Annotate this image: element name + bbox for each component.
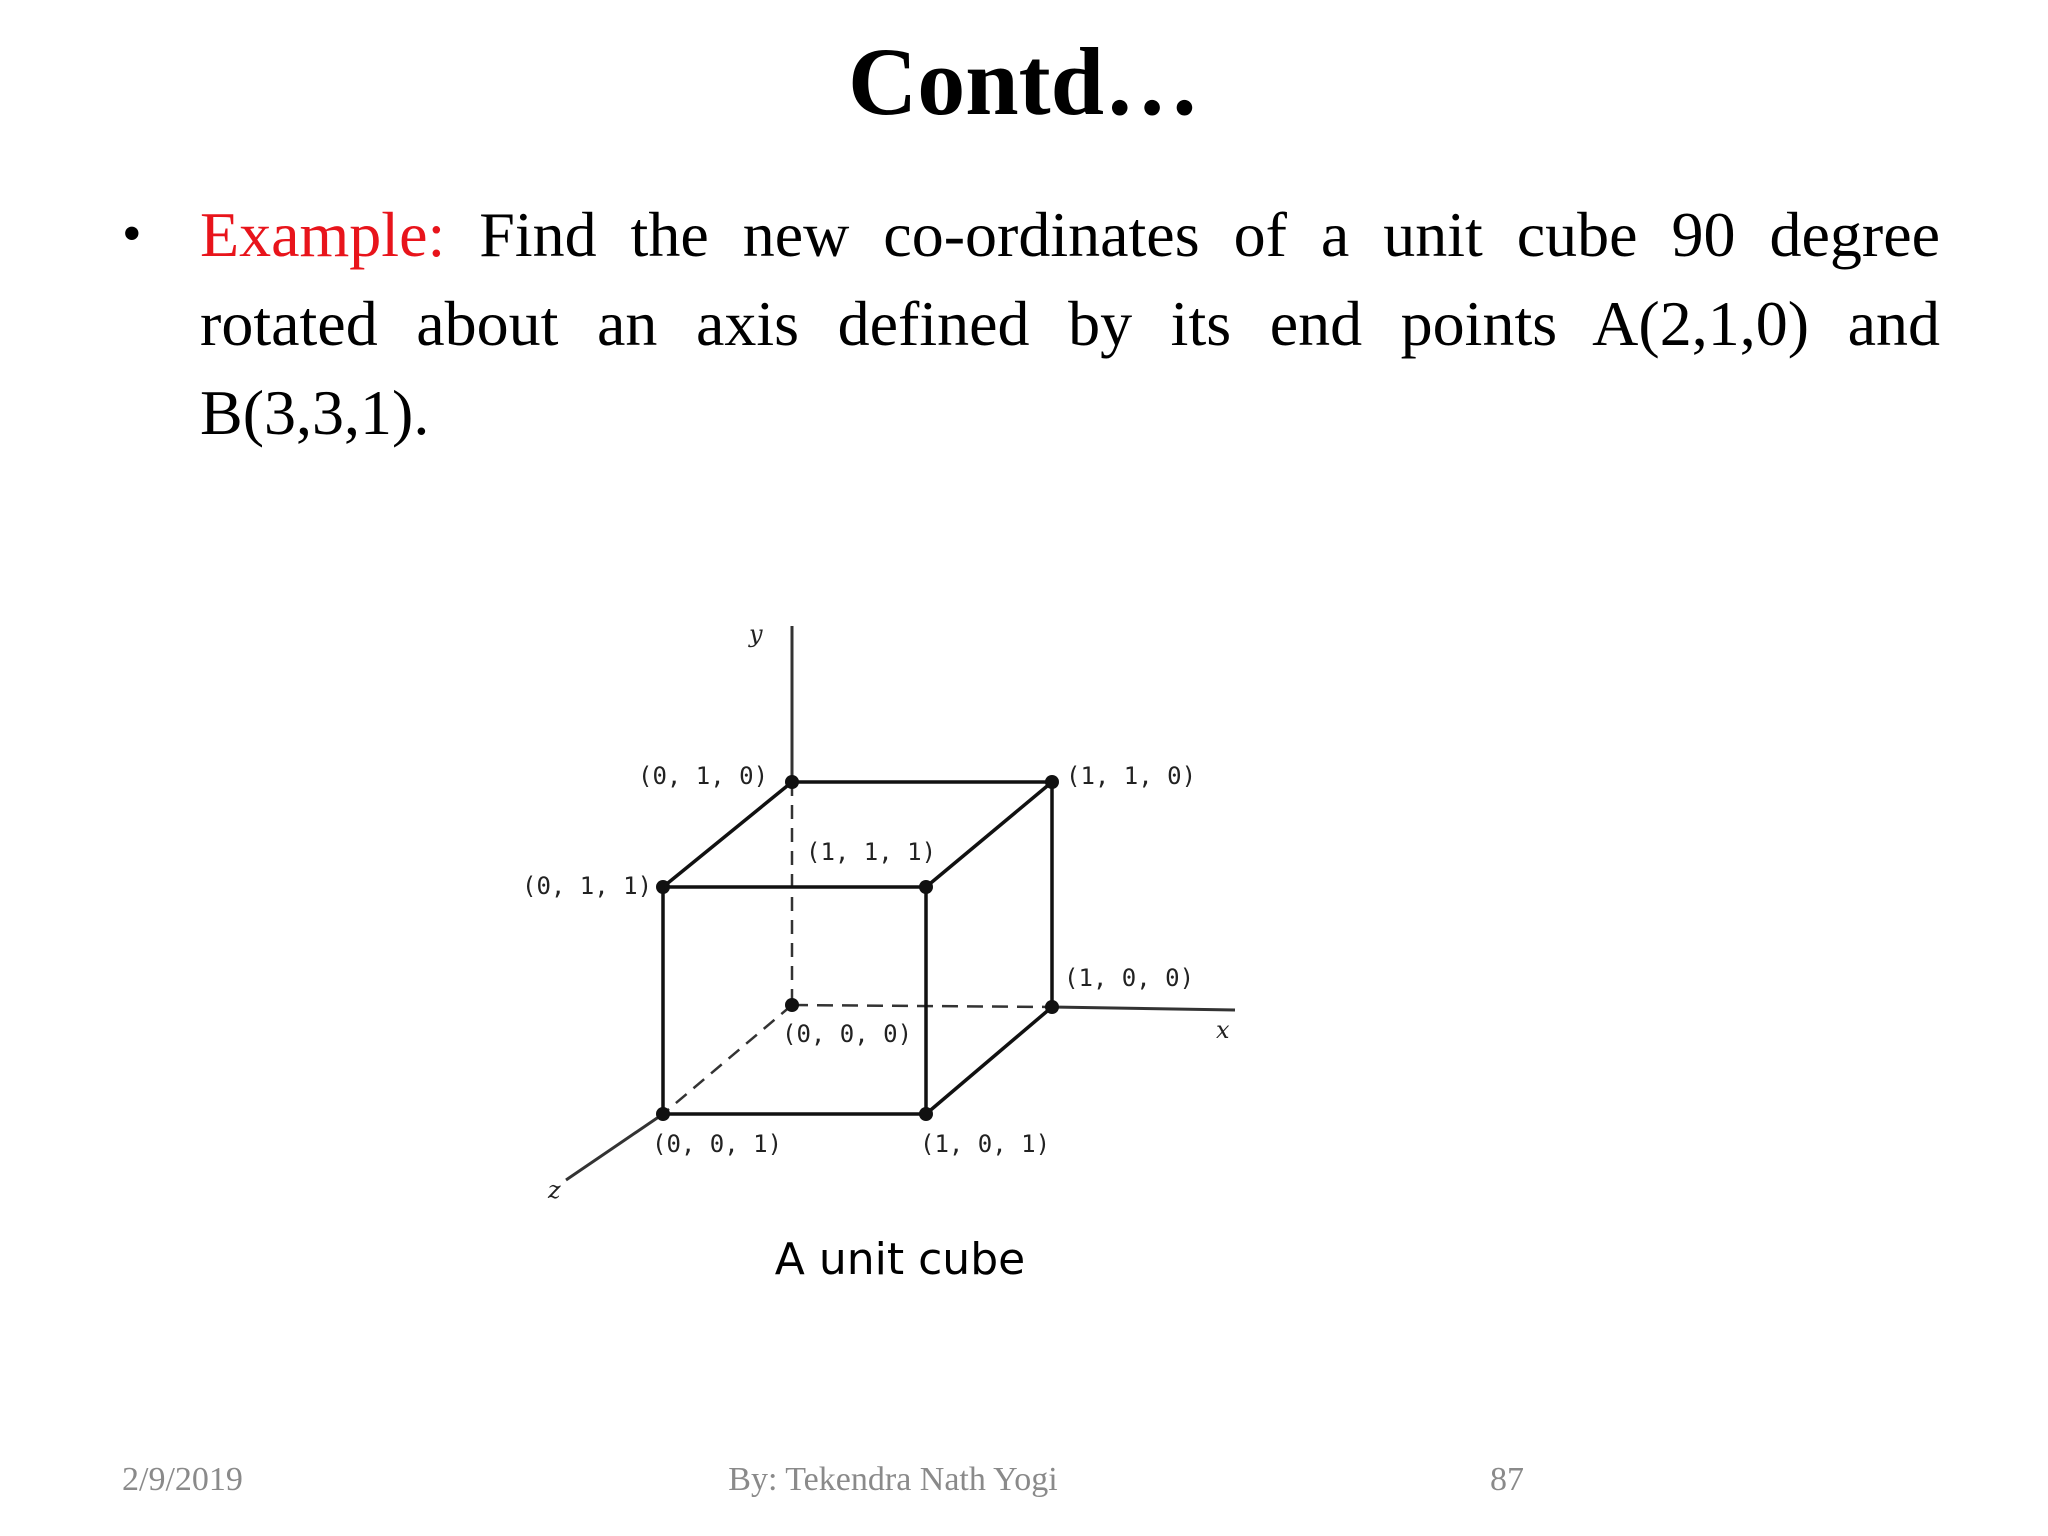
vertex-label-000: (0, 0, 0) — [782, 1020, 913, 1048]
example-label: Example: — [200, 199, 446, 270]
vertex-dot-100 — [1045, 1000, 1059, 1014]
slide-title: Contd… — [847, 28, 1201, 135]
vertex-label-010: (0, 1, 0) — [638, 762, 769, 790]
z-axis-label: z — [548, 1176, 561, 1204]
edge-top-right — [926, 782, 1052, 887]
vertex-dot-110 — [1045, 775, 1059, 789]
y-axis-label: y — [749, 620, 763, 648]
vertex-dot-000 — [785, 998, 799, 1012]
vertex-dot-001 — [656, 1107, 670, 1121]
hidden-edge-z — [663, 1005, 792, 1114]
vertex-dot-011 — [656, 880, 670, 894]
bullet-line-1-text: Find the new co-ordinates of a unit cube 90 degree — [479, 199, 1941, 270]
footer-date: 2/9/2019 — [122, 1461, 243, 1498]
example-bullet — [122, 190, 1941, 457]
vertex-label-110: (1, 1, 0) — [1066, 762, 1197, 790]
edge-top-left — [663, 782, 792, 887]
vertex-label-101: (1, 0, 1) — [920, 1130, 1051, 1158]
bullet-line-1 — [200, 190, 1940, 279]
hidden-edge-x — [792, 1005, 1052, 1007]
bullet-line-3: B(3,3,1). — [200, 377, 430, 448]
vertex-label-001: (0, 0, 1) — [652, 1130, 783, 1158]
edge-bottom-right — [926, 1007, 1052, 1114]
z-axis-line — [566, 1114, 663, 1180]
vertex-label-011: (0, 1, 1) — [522, 872, 653, 900]
bullet-marker: • — [122, 203, 142, 265]
footer-author: By: Tekendra Nath Yogi — [728, 1461, 1058, 1498]
x-axis-line — [1052, 1007, 1235, 1010]
bullet-line-2: rotated about an axis defined by its end points A(2,1,0) and — [200, 288, 1940, 359]
vertex-dot-101 — [919, 1107, 933, 1121]
unit-cube-figure — [500, 600, 1300, 1240]
vertex-dot-010 — [785, 775, 799, 789]
vertex-label-100: (1, 0, 0) — [1064, 964, 1195, 992]
x-axis-label: x — [1216, 1016, 1230, 1044]
footer-page-number: 87 — [1490, 1461, 1524, 1498]
vertex-dot-111 — [919, 880, 933, 894]
vertex-label-111: (1, 1, 1) — [806, 838, 937, 866]
figure-caption: A unit cube — [774, 1234, 1026, 1285]
unit-cube-diagram — [500, 600, 1300, 1240]
